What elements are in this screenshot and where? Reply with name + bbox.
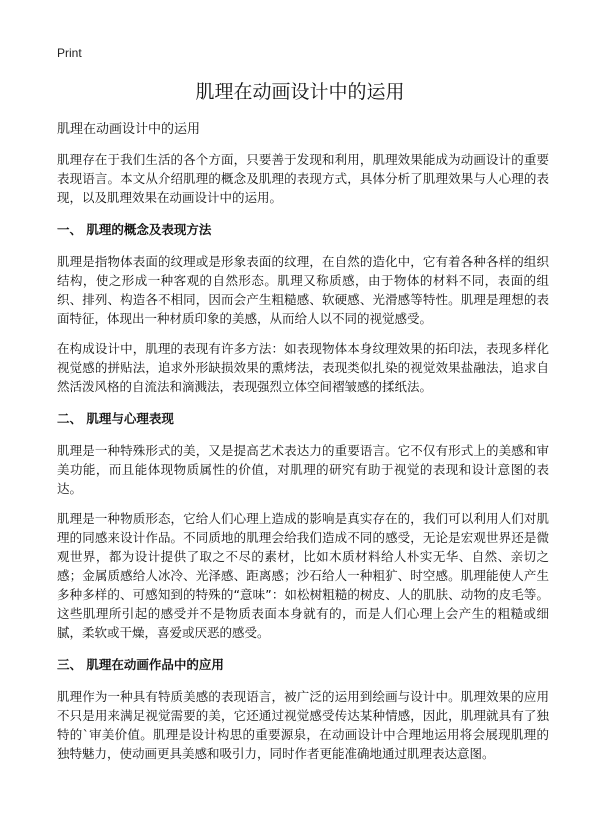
- section-2-paragraph-2: 肌理是一种物质形态，它给人们心理上造成的影响是真实存在的，我们可以利用人们对肌理的同感来设计作品。不同质地的肌理会给我们造成不同的感受，无论是宏观世界还是微观世界，都为设计提供了取之不尽的素材，比如木质材料给人朴实无华、自然、亲切之感；金属质感给人冰冷、光泽感、距离感；沙石给人一种粗犷、时空感。肌理能使人产生多种多样的、可感知到的特殊的“意味”：如松树粗糙的树皮、人的肌肤、动物的皮毛等。这些肌理所引起的感受并不是物质表面本身就有的，而是人们心理上会产生的粗糙或细腻，柔软或干燥，喜爱或厌恶的感受。: [57, 511, 549, 640]
- page-subtitle: 肌理在动画设计中的运用: [57, 122, 201, 137]
- section-heading-2: 二、 肌理与心理表现: [57, 411, 174, 426]
- article-body: [57, 150, 549, 774]
- section-2-paragraph-1: 肌理是一种特殊形式的美，又是提高艺术表达力的重要语言。它不仅有形式上的美感和审美功能，而且能体现物质属性的价值，对肌理的研究有助于视觉的表现和设计意图的表达。: [57, 443, 549, 496]
- section-1-paragraph-1: 肌理是指物体表面的纹理或是形象表面的纹理，在自然的造化中，它有着各种各样的组织结构，使之形成一种客观的自然形态。肌理又称质感，由于物体的材料不同，表面的组织、排列、构造各不相同，因而会产生粗糙感、软硬感、光滑感等特性。肌理是理想的表面特征，体现出一种材质印象的美感，从而给人以不同的视觉感受。: [57, 254, 549, 326]
- intro-paragraph: 肌理存在于我们生活的各个方面，只要善于发现和利用，肌理效果能成为动画设计的重要表现语言。本文从介绍肌理的概念及肌理的表现方式，具体分析了肌理效果与人心理的表现，以及肌理效果在动画设计中的运用。: [57, 152, 549, 205]
- page-title: 肌理在动画设计中的运用: [195, 81, 405, 103]
- print-link[interactable]: Print: [57, 46, 82, 60]
- section-heading-3: 三、 肌理在动画作品中的应用: [57, 657, 224, 672]
- section-heading-1: 一、 肌理的概念及表现方法: [57, 222, 212, 237]
- section-3-paragraph-1: 肌理作为一种具有特质美感的表现语言，被广泛的运用到绘画与设计中。肌理效果的应用不只是用来满足视觉需要的美，它还通过视觉感受传达某种情感，因此，肌理就具有了独特的`审美价值。肌理是设计构思的重要源泉，在动画设计中合理地运用将会展现肌理的独特魅力，使动画更具美感和吸引力，同时作者更能准确地通过肌理表达意图。: [57, 689, 549, 761]
- section-1-paragraph-2: 在构成设计中，肌理的表现有许多方法：如表现物体本身纹理效果的拓印法，表现多样化视觉感的拼贴法，追求外形缺损效果的熏烤法，表现类似扎染的视觉效果盐融法，追求自然活泼风格的自流法和滴溅法，表现强烈立体空间褶皱感的揉纸法。: [57, 341, 549, 394]
